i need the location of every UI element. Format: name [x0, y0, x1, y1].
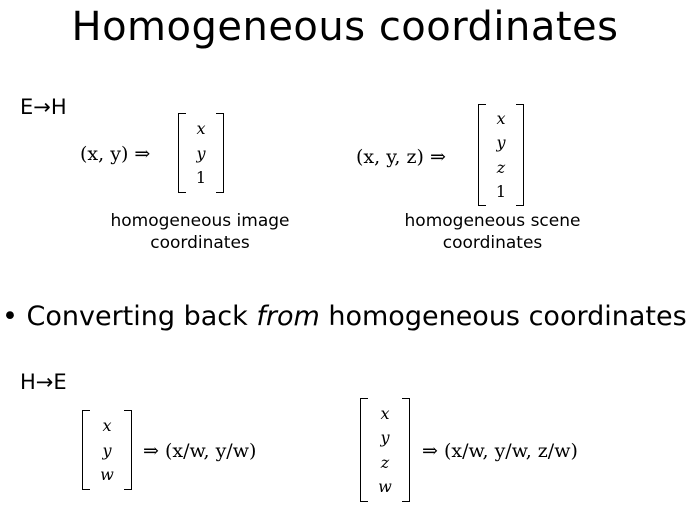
bracket-right	[216, 113, 224, 193]
vector-entry-x: x	[196, 118, 206, 138]
vector-entry-x: x	[102, 415, 112, 435]
bracket-left	[478, 104, 486, 206]
caption-scene-coordinates	[380, 210, 605, 254]
bracket-right	[516, 104, 524, 206]
caption-line: coordinates	[150, 233, 250, 253]
vector-entry-z: z	[380, 452, 390, 472]
vector-entry-z: z	[496, 157, 506, 177]
h-to-e-label: H→E	[20, 370, 67, 394]
bracket-left	[82, 410, 90, 490]
bracket-left	[360, 398, 368, 502]
bracket-right	[402, 398, 410, 502]
eq-image-lhs: (x, y) ⇒	[80, 143, 151, 165]
eq-scene-vector	[478, 104, 524, 206]
vector-entry-w: w	[100, 465, 114, 485]
caption-line: homogeneous image	[110, 211, 290, 231]
vector-entry-y: y	[102, 440, 112, 460]
vector-entry-x: x	[380, 403, 390, 423]
vector-entry-y: y	[380, 428, 390, 448]
bullet-text: • Converting back	[2, 301, 257, 332]
bracket-right	[124, 410, 132, 490]
bullet-text: homogeneous coordinates	[319, 301, 687, 332]
caption-image-coordinates	[90, 210, 310, 254]
eq-back-3d-vector	[360, 398, 410, 502]
eq-back-2d-rhs: ⇒ (x/w, y/w)	[143, 440, 257, 462]
eq-image-vector	[178, 113, 224, 193]
vector-entry-y: y	[496, 133, 506, 153]
slide-title: Homogeneous coordinates	[71, 4, 619, 50]
vector-entry-y: y	[196, 143, 206, 163]
vector-entry-x: x	[496, 109, 506, 129]
e-to-h-label: E→H	[20, 95, 67, 119]
caption-line: coordinates	[442, 233, 543, 253]
bracket-left	[178, 113, 186, 193]
caption-line: homogeneous scene	[404, 211, 581, 231]
eq-back-2d-vector	[82, 410, 132, 490]
vector-entry-1: 1	[495, 181, 507, 201]
eq-scene-lhs: (x, y, z) ⇒	[356, 146, 446, 168]
bullet-converting-back	[2, 301, 687, 332]
bullet-emphasis: from	[256, 301, 320, 332]
vector-entry-1: 1	[195, 168, 207, 188]
eq-back-3d-rhs: ⇒ (x/w, y/w, z/w)	[422, 440, 578, 462]
vector-entry-w: w	[378, 477, 392, 497]
